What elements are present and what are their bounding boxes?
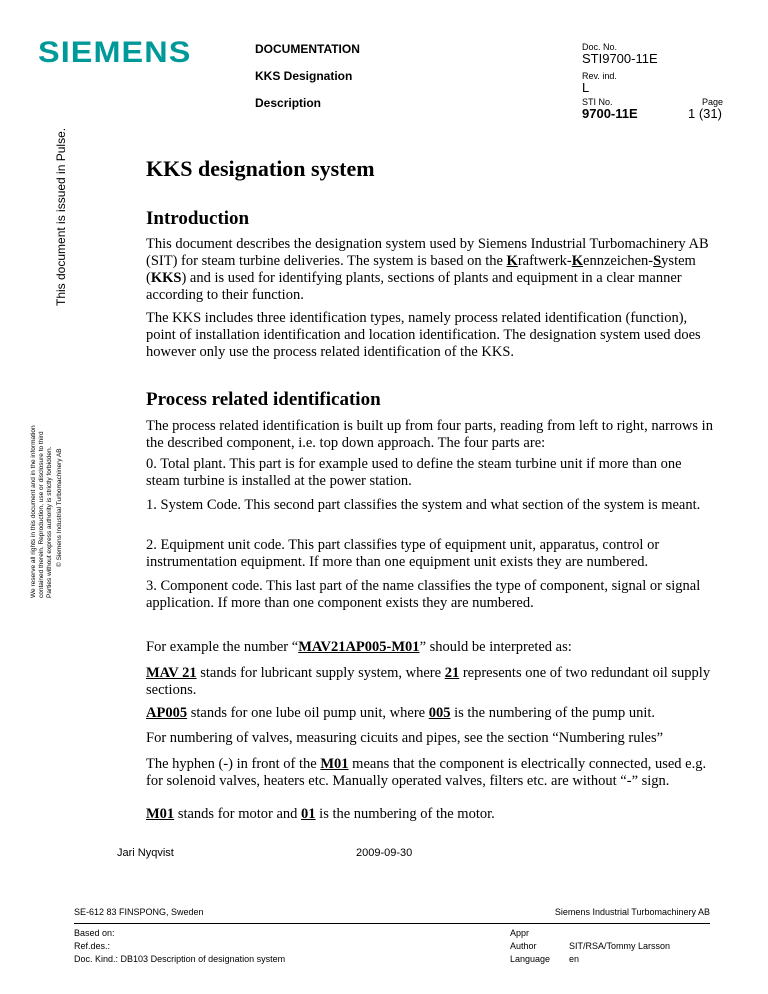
process-part-2: 2. Equipment unit code. This part classifies type of equipment unit, apparatus, control or instrumentation equipment. If more than one equipment unit exists they are numbered. [146, 537, 660, 570]
example-hyphen: The hyphen (-) in front of the M01 means that the component is electrically connected, used e.g. for solenoid valves, heaters etc. Manually operated valves, filters etc. are without “-” sign. [146, 756, 707, 789]
example-intro: For example the number “MAV21AP005-M01” should be interpreted as: [146, 639, 572, 655]
rev-value: L [582, 80, 590, 95]
example-m01: M01 stands for motor and 01 is the numbering of the motor. [146, 806, 495, 822]
rights-line-3: Parties without express authority is strictly forbidden. [46, 446, 53, 598]
header-title-documentation: DOCUMENTATION [255, 42, 360, 56]
footer-company: Siemens Industrial Turbomachinery AB [554, 907, 710, 917]
footer-address: SE-612 83 FINSPONG, Sweden [74, 907, 204, 917]
process-part-0: 0. Total plant. This part is for example used to define the steam turbine unit if more than one steam turbine is installed at the power station. [146, 456, 682, 489]
pulse-notice: This document is issued in Pulse. [54, 127, 68, 306]
footer-author-value: SIT/RSA/Tommy Larsson [569, 941, 671, 951]
intro-paragraph-1: This document describes the designation system used by Siemens Industrial Turbomachinery AB (SIT) for steam turbine deliveries. The system is based on the Kraftwerk-Kennzeichen-System (KKS) and is used for identifying plants, sections of plants and equipment in a clear manner according to their function. [146, 236, 709, 303]
siemens-logo: SIEMENS [38, 36, 192, 69]
rights-line-1: We reserve all rights in this document and in the information [30, 425, 37, 598]
header-title-description: Description [255, 96, 322, 110]
example-ap: AP005 stands for one lube oil pump unit, where 005 is the numbering of the pump unit. [146, 705, 656, 721]
process-heading: Process related identification [146, 389, 381, 410]
process-paragraph-1: The process related identification is built up from four parts, reading from left to right, narrows in the described component, i.e. top down approach. The four parts are: [146, 418, 713, 451]
footer-appr-label: Appr [510, 928, 530, 938]
page-label: Page [702, 97, 724, 107]
header-title-kks: KKS Designation [255, 69, 353, 83]
footer-refdes-label: Ref.des.: [74, 941, 111, 951]
sti-label: STI No. [582, 97, 613, 107]
intro-heading: Introduction [146, 208, 250, 229]
page-value: 1 (31) [688, 106, 722, 121]
footer-language-label: Language [510, 954, 551, 964]
rights-line-2: contained therein. Reproduction, use or disclosure to third [38, 431, 45, 598]
process-part-1: 1. System Code. This second part classifies the system and what section of the system is meant. [146, 497, 701, 513]
example-mav: MAV 21 stands for lubricant supply system, where 21 represents one of two redundant oil supply sections. [146, 665, 711, 698]
process-part-3: 3. Component code. This last part of the name classifies the type of component, signal or signal application. If more than one component exists they are numbered. [146, 578, 701, 611]
doc-no-label: Doc. No. [582, 42, 618, 52]
signature-author: Jari Nyqvist [117, 847, 174, 859]
intro-paragraph-2: The KKS includes three identification types, namely process related identification (function), point of installation identification and location identification. The designation system used does however only use the process related identification of the KKS. [146, 310, 701, 360]
footer-dockind: Doc. Kind.: DB103 Description of designation system [74, 954, 286, 964]
doc-no-value: STI9700-11E [582, 51, 658, 66]
sti-value: 9700-11E [582, 106, 638, 121]
rev-label: Rev. ind. [582, 71, 617, 81]
page-title: KKS designation system [146, 156, 375, 181]
example-valves: For numbering of valves, measuring cicuits and pipes, see the section “Numbering rules” [146, 730, 664, 746]
footer-author-label: Author [510, 941, 537, 951]
signature-date: 2009-09-30 [356, 847, 413, 859]
rights-line-4: © Siemens Industrial Turbomachinery AB [56, 448, 63, 567]
footer-based-on-label: Based on: [74, 928, 115, 938]
footer-divider [74, 923, 710, 924]
footer-language-value: en [569, 954, 580, 964]
